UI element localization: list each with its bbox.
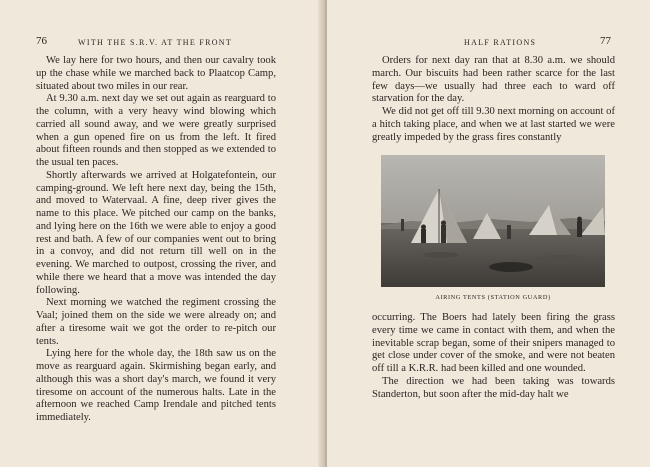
running-head-left: WITH THE S.R.V. AT THE FRONT [78,38,233,47]
soldier-figure [441,225,446,243]
paragraph: Orders for next day ran that at 8.30 a.m. we should march. Our biscuits had been rather scarce for the last few days—we usually had three each to ward off starvation for the day. [372,55,615,105]
paragraph: Next morning we watched the regiment crossing the Vaal; joined them on the side we were already on; and after a tiresome wait we got the order to re-pitch our tents. [36,297,276,347]
right-page-body-top [372,55,615,144]
left-page [0,0,323,467]
paragraph: We lay here for two hours, and then our cavalry took up the chase while we marched back to Plaatcop Camp, situated about two miles in our rear. [36,55,276,92]
page-number-right: 77 [600,35,611,47]
photo-sky [381,155,605,227]
photo-caption: AIRING TENTS (STATION GUARD) [435,294,551,301]
paragraph: Shortly afterwards we arrived at Holgatefontein, our camping-ground. We left here next day, being the 15th, and moved to Watervaal. A fine, deep river gives the name to this place. We pitched our camp on the banks, and lying here on the 16th we were able to enjoy a good rest and bath. A few of our companies went out to bring in a convoy, and did not return till well on in the evening. We marched to outpost, crossing the river, and while there we heard that a move was intended the day following. [36,169,276,296]
right-page-body-bottom [372,312,615,401]
camp-tents-photograph [381,155,605,287]
running-head-right: HALF RATIONS [464,38,537,47]
right-page [327,0,650,467]
soldier-figure [421,229,426,243]
paragraph: occurring. The Boers had lately been firing the grass every time we came in contact with them, and when the inevitable scrap began, some of their snipers managed to get close under cover of the smoke, and were not beaten off till a K.R.R. had been killed and one wounded. [372,312,615,374]
soldier-figure [507,225,511,239]
soldier-figure [577,221,582,237]
paragraph: Lying here for the whole day, the 18th saw us on the move as rearguard again. Skirmishing began early, and although this was a short day's march, we found it very tiresome on account of the numerous halts. Late in the afternoon we reached Camp Irendale and pitched tents immediately. [36,348,276,423]
paragraph: The direction we had been taking was towards Standerton, but soon after the mid-day halt we [372,375,615,400]
page-number-left: 76 [36,35,47,47]
ground-clutter [489,262,533,272]
left-page-body [36,55,276,425]
paragraph: We did not get off till 9.30 next morning on account of a hitch taking place, and when we at last started we were greatly impeded by the grass fires constantly [372,106,615,143]
paragraph: At 9.30 a.m. next day we set out again as rearguard to the column, with a very heavy wind blowing which carried all sound away, and we were greatly surprised when a gun opened fire on us from the left. It fired about fifteen rounds and then stopped as we extended to the usual ten paces. [36,93,276,168]
soldier-figure [401,219,404,231]
